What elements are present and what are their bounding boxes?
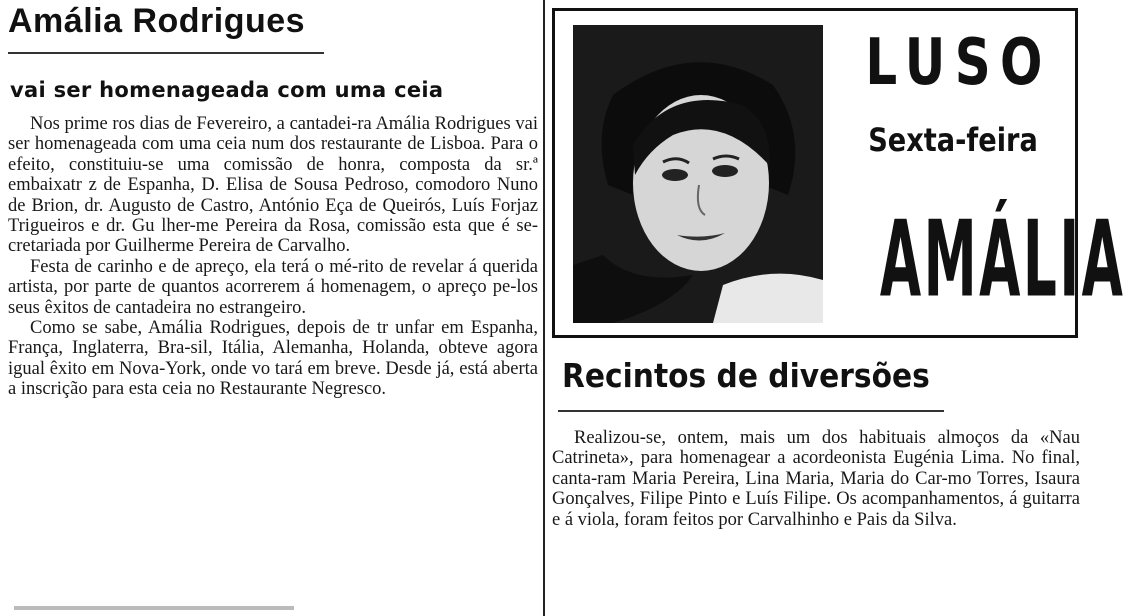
theatre-advertisement [552,8,1125,338]
headline-underline [8,52,324,54]
ad-brand-title: LUSO [865,26,1052,100]
portrait-photo-icon [573,25,823,323]
page-edge-rule [14,606,294,610]
article-body [552,428,1080,530]
article-paragraph: Como se sabe, Amália Rodrigues, depois de tr unfar em Espanha, França, Inglaterra, Bra-sil, Itália, Alemanha, Holanda, obteve agora igual êxito em Nova-York, onde vo tará em breve. Desde já, está aberta a inscrição para esta ceia no Restaurante Negresco. [8,318,538,400]
article-paragraph: Realizou-se, ontem, mais um dos habituais almoços da «Nau Catrineta», para homenagear a acordeonista Eugénia Lima. No final, canta-ram Maria Pereira, Lina Maria, Maria do Car-mo Torres, Isaura Gonçalves, Filipe Pinto e Luís Filipe. Os acompanhamentos, á guitarra e á viola, foram feitos por Carvalhinho e Pais da Silva. [552,428,1080,530]
article-headline: Recintos de diversões [562,356,930,395]
article-headline: Amália Rodrigues [8,2,306,40]
headline-underline [558,410,944,412]
article-paragraph: Nos prime ros dias de Fevereiro, a cantadei-ra Amália Rodrigues vai ser homenageada com uma ceia num dos restaurante de Lisboa. Para o efeito, constituiu-se uma comissão de honra, composta da sr.ª embaixatr z de Espanha, D. Elisa de Sousa Pedroso, comodoro Nuno de Brion, dr. Augusto de Castro, António Eça de Queirós, Luís Forjaz Trigueiros e dr. Gu lher-me Pereira da Rosa, comissão esta que é se-cretariada por Guilherme Pereira de Carvalho. [8,114,538,257]
portrait-illustration [573,25,823,323]
ad-day: Sexta-feira [868,121,1038,159]
column-divider [543,0,545,616]
article-subheadline: vai ser homenageada com uma ceia [10,78,444,102]
right-column [552,0,1125,616]
article-paragraph: Festa de carinho e de apreço, ela terá o mé-rito de revelar á querida artista, por parte de quantos acorrerem á homenagem, o apreço pe-los seus êxitos de cantadeira no estrangeiro. [8,256,538,318]
left-article [8,0,538,616]
article-body [8,114,538,400]
ad-star-name: AMÁLIA [879,199,1125,322]
